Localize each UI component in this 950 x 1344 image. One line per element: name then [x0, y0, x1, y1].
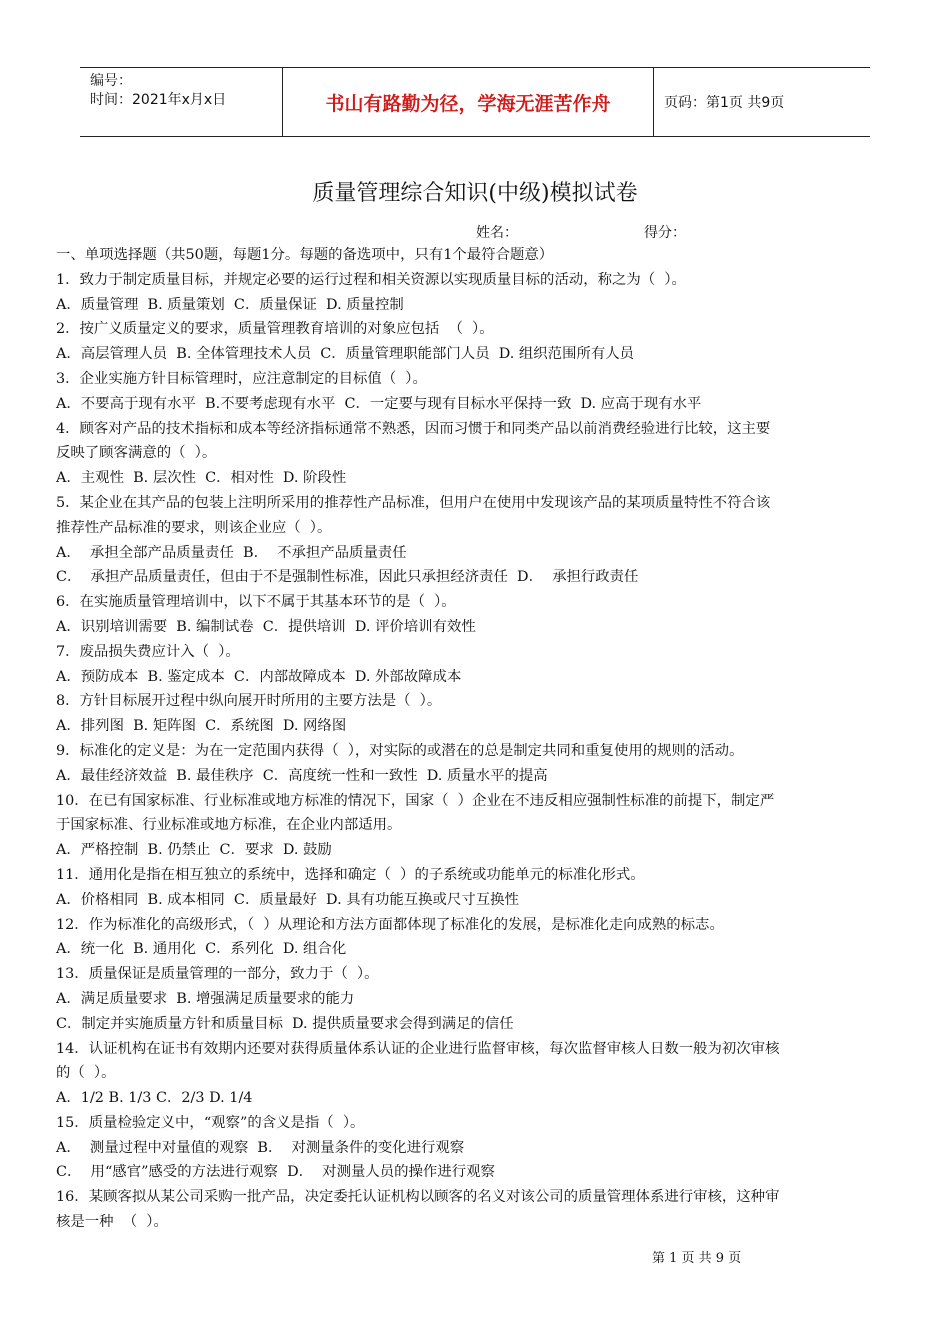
text-line: A．价格相同 B. 成本相同 C．质量最好 D. 具有功能互换或尺寸互换性: [56, 891, 519, 908]
header-table: [80, 67, 870, 137]
text-line: A． 测量过程中对量值的观察 B． 对测量条件的变化进行观察: [56, 1139, 465, 1156]
motto-cell: [282, 68, 654, 136]
text-line: 1．致力于制定质量目标，并规定必要的运行过程和相关资源以实现质量目标的活动，称之为（ ）。: [56, 271, 686, 288]
text-line: 5．某企业在其产品的包装上注明所采用的推荐性产品标准，但用户在使用中发现该产品的某项质量特性不符合该: [56, 494, 771, 511]
text-line: 16．某顾客拟从某公司采购一批产品，决定委托认证机构以顾客的名义对该公司的质量管理体系进行审核，这种审: [56, 1189, 780, 1206]
text-line: A．不要高于现有水平 B.不要考虑现有水平 C．一定要与现有目标水平保持一致 D. 应高于现有水平: [56, 395, 702, 412]
number-label: 编号：: [90, 73, 132, 89]
text-line: 7．废品损失费应计入（ ）。: [56, 643, 240, 660]
text-line: A．严格控制 B. 仍禁止 C．要求 D. 鼓励: [56, 842, 332, 859]
text-line: C． 用“感官”感受的方法进行观察 D． 对测量人员的操作进行观察: [56, 1164, 495, 1181]
text-line: 6．在实施质量管理培训中，以下不属于其基本环节的是（ ）。: [56, 594, 456, 611]
text-line: 的（ ）。: [56, 1065, 116, 1082]
text-line: 8．方针目标展开过程中纵向展开时所用的主要方法是（ ）。: [56, 693, 442, 710]
text-line: 2．按广义质量定义的要求，质量管理教育培训的对象应包括 （ ）。: [56, 321, 494, 338]
page-code-cell: [654, 68, 870, 136]
text-line: A．主观性 B. 层次性 C．相对性 D. 阶段性: [56, 470, 347, 487]
text-line: 4．顾客对产品的技术指标和成本等经济指标通常不熟悉，因而习惯于和同类产品以前消费经验进行比较，这主要: [56, 420, 771, 437]
text-line: A．高层管理人员 B. 全体管理技术人员 C．质量管理职能部门人员 D. 组织范围所有人员: [56, 346, 635, 363]
time-label: 时间：2021年x月x日: [90, 92, 227, 108]
name-label: 姓名：: [476, 225, 518, 241]
page-footer: 第 1 页 共 9 页: [652, 1251, 742, 1266]
text-line: 一、单项选择题（共50题，每题1分。每题的备选项中，只有1个最符合题意）: [56, 247, 554, 263]
text-line: 推荐性产品标准的要求，则该企业应（ ）。: [56, 519, 332, 536]
text-line: A．质量管理 B. 质量策划 C．质量保证 D. 质量控制: [56, 296, 404, 313]
text-line: 14．认证机构在证书有效期内还要对获得质量体系认证的企业进行监督审核，每次监督审核人日数一般为初次审核: [56, 1040, 780, 1057]
text-line: C．制定并实施质量方针和质量目标 D. 提供质量要求会得到满足的信任: [56, 1015, 514, 1032]
text-line: 9．标准化的定义是：为在一定范围内获得（ ），对实际的或潜在的总是制定共同和重复使用的规则的活动。: [56, 742, 744, 759]
text-line: 反映了顾客满意的（ ）。: [56, 445, 217, 462]
text-line: A．满足质量要求 B. 增强满足质量要求的能力: [56, 990, 355, 1007]
page-code: 页码：第1页 共9页: [664, 95, 785, 111]
text-line: A．排列图 B. 矩阵图 C．系统图 D. 网络图: [56, 718, 347, 735]
text-line: 13．质量保证是质量管理的一部分，致力于（ ）。: [56, 966, 379, 983]
text-line: A． 承担全部产品质量责任 B． 不承担产品质量责任: [56, 544, 407, 561]
text-line: 15．质量检验定义中，“观察”的含义是指（ ）。: [56, 1114, 365, 1131]
text-line: A．最佳经济效益 B. 最佳秩序 C．高度统一性和一致性 D. 质量水平的提高: [56, 767, 548, 784]
score-label: 得分：: [644, 225, 686, 241]
document-title: 质量管理综合知识(中级)模拟试卷: [312, 181, 638, 206]
text-line: 10．在已有国家标准、行业标准或地方标准的情况下，国家（ ）企业在不违反相应强制性标准的前提下，制定严: [56, 792, 775, 809]
text-line: A．预防成本 B. 鉴定成本 C．内部故障成本 D. 外部故障成本: [56, 668, 462, 685]
text-line: 核是一种 （ ）。: [56, 1214, 168, 1231]
text-line: 3．企业实施方针目标管理时，应注意制定的目标值（ ）。: [56, 370, 427, 387]
text-line: 12．作为标准化的高级形式，（ ）从理论和方法方面都体现了标准化的发展，是标准化走向成熟的标志。: [56, 916, 724, 933]
motto-text: 书山有路勤为径，学海无涯苦作舟: [325, 92, 611, 115]
text-line: A．1/2 B. 1/3 C．2/3 D. 1/4: [56, 1090, 253, 1107]
text-line: 11．通用化是指在相互独立的系统中，选择和确定（ ）的子系统或功能单元的标准化形式。: [56, 866, 645, 883]
header-info-cell: [80, 68, 282, 136]
text-line: A．统一化 B. 通用化 C．系列化 D. 组合化: [56, 941, 347, 958]
text-line: A．识别培训需要 B. 编制试卷 C．提供培训 D. 评价培训有效性: [56, 618, 476, 635]
text-line: 于国家标准、行业标准或地方标准，在企业内部适用。: [56, 817, 402, 834]
text-line: C． 承担产品质量责任，但由于不是强制性标准，因此只承担经济责任 D． 承担行政责任: [56, 569, 639, 586]
question-content: [56, 243, 898, 1235]
